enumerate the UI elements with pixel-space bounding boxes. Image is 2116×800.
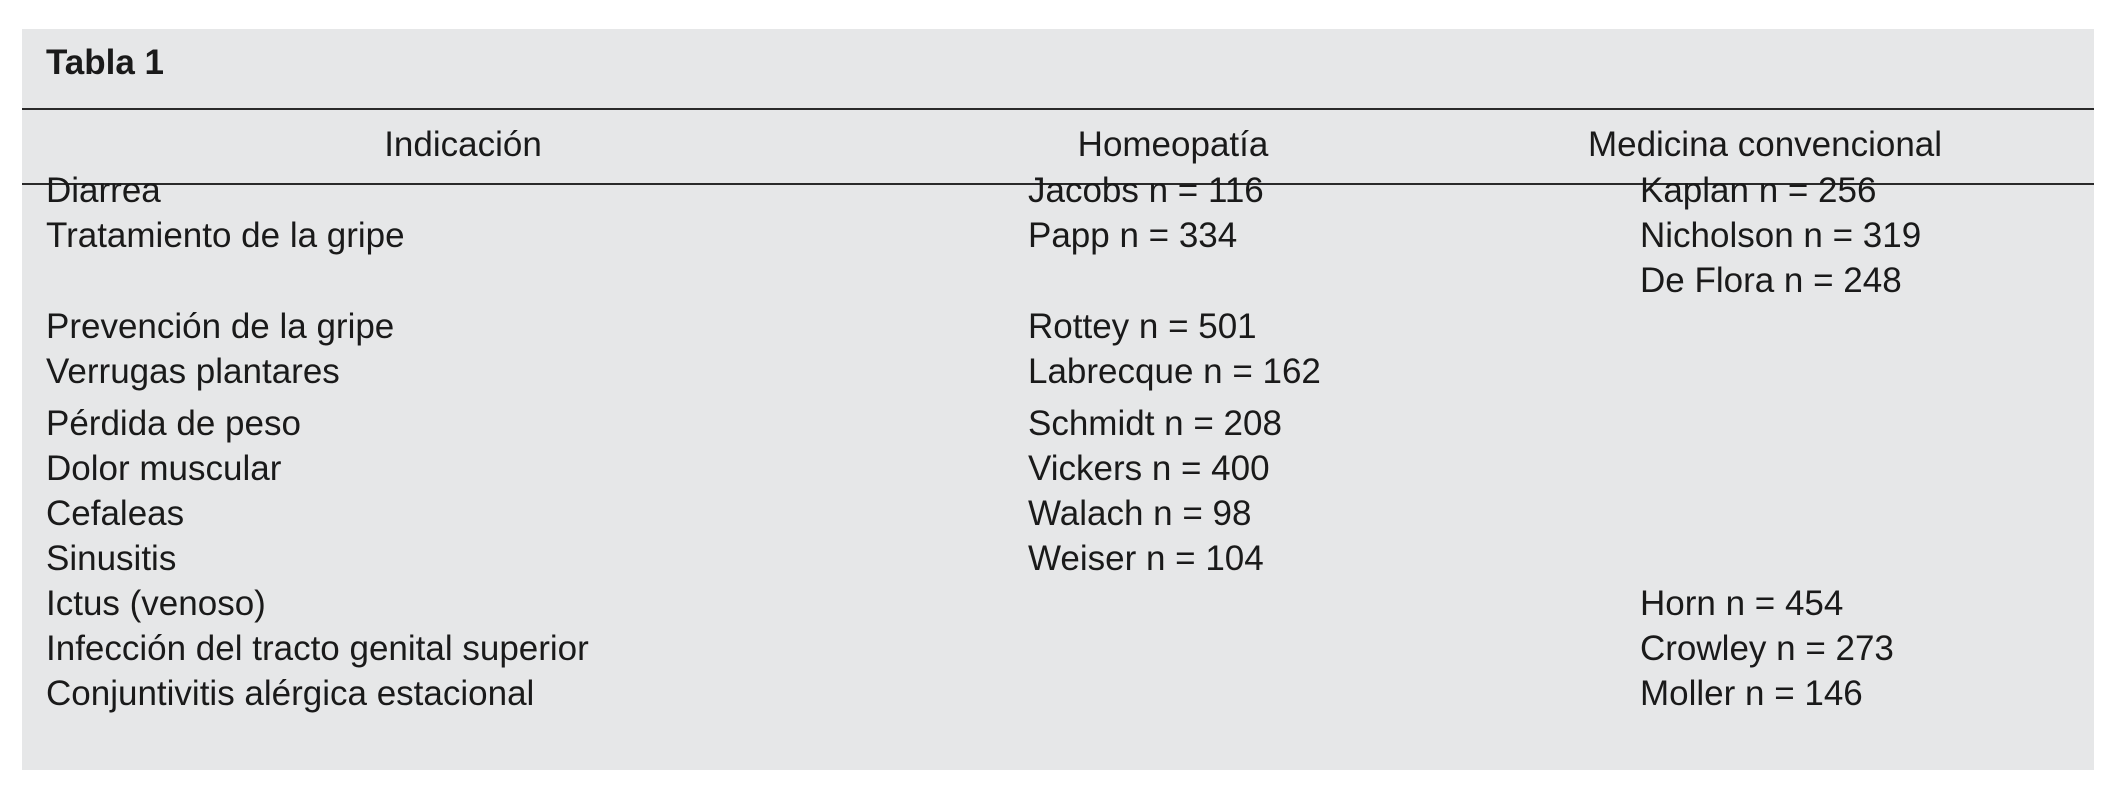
table-panel xyxy=(22,29,2094,770)
top-rule xyxy=(22,108,2094,110)
header-conventional: Medicina convencional xyxy=(1587,125,1943,164)
cell-conventional: Crowley n = 273 xyxy=(1640,629,1894,668)
cell-indication: Cefaleas xyxy=(46,494,185,533)
cell-indication: Sinusitis xyxy=(46,539,177,578)
cell-homeopathy: Jacobs n = 116 xyxy=(1028,171,1264,210)
cell-indication: Verrugas plantares xyxy=(46,352,340,391)
cell-indication: Dolor muscular xyxy=(46,449,282,488)
cell-homeopathy: Papp n = 334 xyxy=(1028,216,1238,255)
cell-indication: Pérdida de peso xyxy=(46,404,301,443)
cell-homeopathy: Rottey n = 501 xyxy=(1028,307,1257,346)
header-indication: Indicación xyxy=(384,125,542,164)
cell-conventional: Moller n = 146 xyxy=(1640,674,1863,713)
cell-indication: Conjuntivitis alérgica estacional xyxy=(46,674,535,713)
cell-indication: Ictus (venoso) xyxy=(46,584,266,623)
cell-indication: Prevención de la gripe xyxy=(46,307,395,346)
cell-homeopathy: Vickers n = 400 xyxy=(1028,449,1270,488)
table-title: Tabla 1 xyxy=(46,43,165,82)
cell-conventional: Nicholson n = 319 xyxy=(1640,216,1922,255)
cell-conventional: Horn n = 454 xyxy=(1640,584,1844,623)
cell-conventional: Kaplan n = 256 xyxy=(1640,171,1877,210)
cell-indication: Diarrea xyxy=(46,171,161,210)
cell-conventional: De Flora n = 248 xyxy=(1640,261,1902,300)
cell-homeopathy: Weiser n = 104 xyxy=(1028,539,1264,578)
cell-indication: Infección del tracto genital superior xyxy=(46,629,589,668)
cell-indication: Tratamiento de la gripe xyxy=(46,216,405,255)
header-homeopathy: Homeopatía xyxy=(1077,125,1269,164)
cell-homeopathy: Schmidt n = 208 xyxy=(1028,404,1282,443)
cell-homeopathy: Labrecque n = 162 xyxy=(1028,352,1321,391)
cell-homeopathy: Walach n = 98 xyxy=(1028,494,1252,533)
